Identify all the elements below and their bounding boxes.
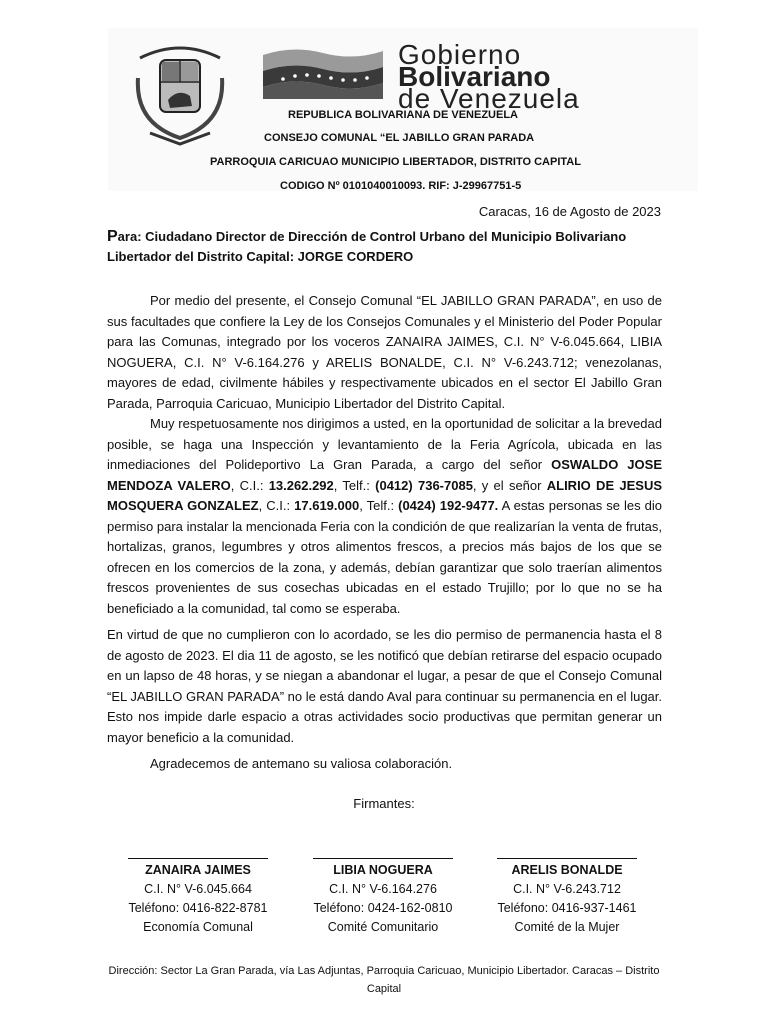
signer-role: Comité Comunitario: [327, 920, 439, 934]
signatories-label: Firmantes:: [353, 796, 415, 811]
person2-ci: 17.619.000: [294, 498, 360, 513]
gov-title-line1: Gobierno: [398, 39, 522, 70]
person2-name: ALIRIO DE JESUS MOSQUERA GONZALEZ: [107, 477, 663, 513]
request-text-i: , C.I.:: [258, 498, 295, 513]
signer-block: [298, 858, 468, 937]
signer-ci: C.I. N° V-6.164.276: [329, 882, 437, 896]
signer-phone: Teléfono: 0416-822-8781: [128, 901, 268, 915]
signer-phone: Teléfono: 0424-162-0810: [313, 901, 453, 915]
addressee-initial: P: [107, 228, 118, 245]
letterhead: [108, 28, 698, 191]
letter-date: Caracas, 16 de Agosto de 2023: [478, 204, 661, 219]
footer-address: Dirección: Sector La Gran Parada, vía Las Adjuntas, Parroquia Caricuao, Municipio Libertador. Caracas – Distrito Capital: [108, 965, 660, 995]
signer-name: LIBIA NOGUERA: [333, 863, 433, 877]
paragraph-introduction: Por medio del presente, el Consejo Comunal “EL JABILLO GRAN PARADA”, en uso de sus facultades que confiere la Ley de los Consejos Comunales y el Ministerio del Poder Popular para las Comunas, integrado por los voceros ZANAIRA JAIMES, C.I. N° V-6.045.664, LIBIA NOGUERA, C.I. N° V-6.164.276 y ARELIS BONALDE, C.I. N° V-6.243.712; venezolanas, mayores de edad, civilmente hábiles y respectivamente ubicados en el sector El Jabillo Gran Parada, Parroquia Caricuao, Municipio Libertador del Distrito Capital.: [107, 293, 662, 411]
paragraph-request: [107, 414, 662, 619]
coat-of-arms-icon: [130, 38, 230, 148]
venezuela-flag-icon: [263, 41, 383, 99]
person2-phone: (0424) 192-9477.: [398, 498, 499, 513]
gov-title-line3: de Venezuela: [398, 83, 580, 114]
letterhead-code: CODIGO Nº 0101040010093. RIF: J-29967751-5: [280, 180, 522, 192]
signer-name: ZANAIRA JAIMES: [145, 863, 251, 877]
request-text-m: A estas personas se les dio permiso para instalar la mencionada Feria con la condición de que realizarían la venta de frutas, hortalizas, granos, legumbres y otros alimentos frescos, a precios más bajos de los que se ofrecen en los comercios de la zona, y además, debían garantizar que solo traerían alimentos frescos provenientes de sus cosechas ubicadas en el estado Trujillo; por lo que no se ha beneficiado a la comunidad, tal como se esperaba.: [107, 498, 662, 616]
paragraph-thanks: Agradecemos de antemano su valiosa colaboración.: [150, 756, 453, 771]
request-text-c: , C.I.:: [230, 477, 269, 493]
letterhead-parish: PARROQUIA CARICUAO MUNICIPIO LIBERTADOR, DISTRITO CAPITAL: [210, 156, 581, 168]
signer-phone: Teléfono: 0416-937-1461: [497, 901, 637, 915]
person1-ci: 13.262.292: [268, 477, 334, 493]
request-text-k: , Telf.:: [359, 498, 399, 513]
government-logotype: [398, 39, 580, 114]
paragraph-noncompliance: En virtud de que no cumplieron con lo acordado, se les dio permiso de permanencia hasta el 8 de agosto de 2023. El dia 11 de agosto, se les notificó que debían retirarse del espacio ocupado en un lapso de 48 horas, y se niegan a abandonar el lugar, a pesar de que el Consejo Comunal “EL JABILLO GRAN PARADA” no le está dando Aval para continuar su permanencia en el lugar. Esto nos impide darle espacio a otras actividades socio productivas que permitan generar un mayor beneficio a la comunidad.: [107, 627, 662, 745]
request-text-e: , Telf.:: [333, 477, 376, 493]
signature-line: [128, 858, 268, 859]
signature-line: [313, 858, 453, 859]
signer-role: Economía Comunal: [143, 920, 253, 934]
letter-body: [107, 291, 662, 775]
letterhead-council: CONSEJO COMUNAL “EL JABILLO GRAN PARADA: [264, 132, 535, 144]
signer-name: ARELIS BONALDE: [511, 863, 623, 877]
gov-title-line2: Bolivariano: [398, 61, 551, 92]
person1-name: OSWALDO JOSE MENDOZA VALERO: [107, 457, 662, 493]
signer-role: Comité de la Mujer: [514, 920, 620, 934]
addressee-text: ara: Ciudadano Director de Dirección de Control Urbano del Municipio Bolivariano Libertador del Distrito Capital: JORGE CORDERO: [107, 229, 627, 264]
request-text-g: , y el señor: [472, 477, 547, 493]
signer-block: [482, 858, 652, 937]
person1-phone: (0412) 736-7085: [375, 477, 473, 493]
signer-block: [113, 858, 283, 937]
request-text-a: Muy respetuosamente nos dirigimos a usted, en la oportunidad de solicitar a la brevedad posible, se haga una Inspección y levantamiento de la Feria Agrícola, ubicada en las inmediaciones del Polideportivo La Gran Parada, a cargo del señor: [107, 416, 662, 472]
signer-ci: C.I. N° V-6.243.712: [513, 882, 621, 896]
signature-line: [497, 858, 637, 859]
addressee: [107, 227, 662, 267]
letterhead-republic: REPUBLICA BOLIVARIANA DE VENEZUELA: [288, 109, 518, 121]
signer-ci: C.I. N° V-6.045.664: [144, 882, 252, 896]
